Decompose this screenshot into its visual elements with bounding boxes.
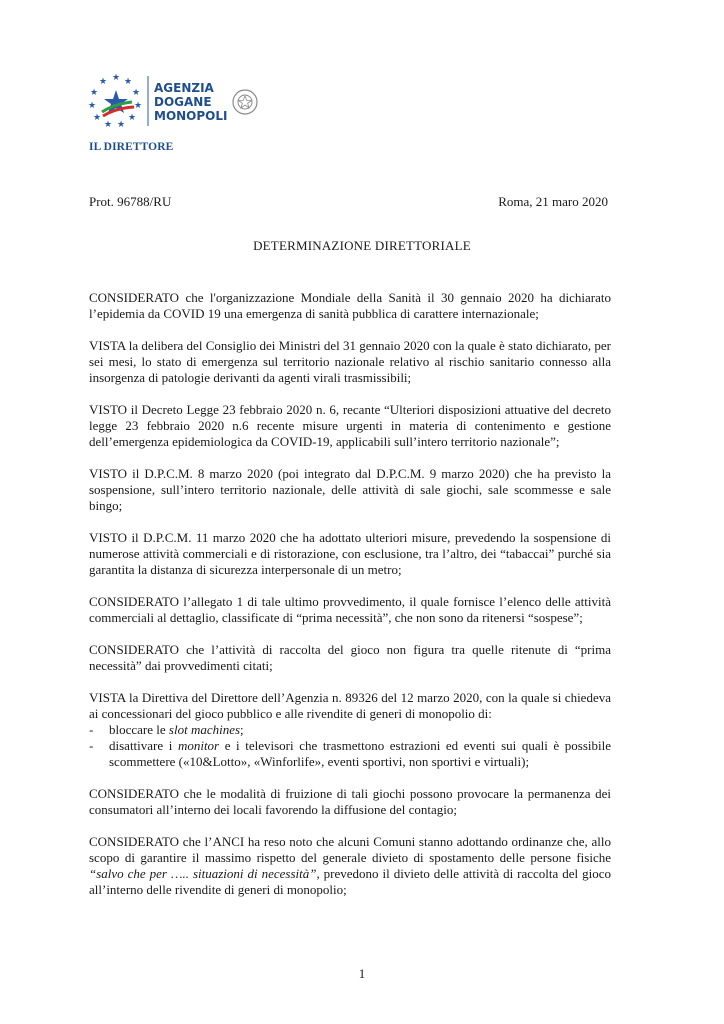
svg-text:★: ★ [88, 101, 97, 111]
svg-text:★: ★ [92, 113, 102, 123]
protocol-number: Prot. 96788/RU [89, 194, 172, 209]
list-item-italic: slot machines [168, 722, 241, 737]
republic-emblem-icon [233, 90, 257, 114]
paragraph: VISTA la delibera del Consiglio dei Ministri del 31 gennaio 2020 con la quale è stato dichiarato, per sei mesi, lo stato di emergenza sul territorio nazionale relativo al rischio sanitario connesso alla insorgenza di patologie derivanti da agenti virali trasmissibili; [89, 338, 611, 385]
list-item [89, 738, 611, 770]
svg-text:★: ★ [111, 73, 121, 83]
paragraph: CONSIDERATO che le modalità di fruizione di tali giochi possono provocare la permanenza dei consumatori all’interno dei locali favorendo la diffusione del contagio; [89, 786, 611, 817]
list-item-text: ; [240, 722, 244, 737]
list-item-italic: monitor [177, 738, 220, 753]
svg-text:★: ★ [103, 120, 113, 130]
director-label: IL DIRETTORE [89, 141, 174, 153]
list-item-text: e i televisori che trasmettono estrazioni ed eventi sui quali è possibile scommettere («10&Lotto», «Winforlife», eventi sportivi, non sportivi e virtuali); [109, 738, 611, 769]
list-item-text: disattivare i [109, 738, 178, 753]
logo-line-3: MONOPOLI [154, 109, 228, 123]
paragraph-text: CONSIDERATO che l’ANCI ha reso noto che alcuni Comuni stanno adottando ordinanze che, allo scopo di garantire il massimo rispetto del generale divieto di spostamento delle persone fisiche [89, 834, 611, 865]
paragraph: VISTA la Direttiva del Direttore dell’Agenzia n. 89326 del 12 marzo 2020, con la quale si chiedeva ai concessionari del gioco pubblico e alle rivendite di generi di monopolio di: [89, 690, 611, 721]
paragraph: CONSIDERATO l’allegato 1 di tale ultimo provvedimento, il quale fornisce l’elenco delle attività commerciali al dettaglio, classificate di “prima necessità”, che non sono da ritenersi “sospese”; [89, 594, 611, 625]
list-item [89, 722, 611, 738]
paragraph [89, 834, 611, 898]
paragraph: CONSIDERATO che l’attività di raccolta del gioco non figura tra quelle ritenute di “prima necessità” dai provvedimenti citati; [89, 642, 611, 673]
agency-logo [88, 72, 268, 130]
svg-text:★: ★ [133, 101, 143, 111]
svg-text:★: ★ [89, 88, 99, 98]
paragraph-text: prevedono il divieto delle attività di raccolta del gioco all’interno delle rivendite di generi di monopolio; [89, 866, 611, 897]
page-number: 1 [358, 966, 366, 981]
document-title: DETERMINAZIONE DIRETTORIALE [253, 238, 471, 253]
svg-text:★: ★ [98, 77, 108, 87]
svg-text:★: ★ [116, 120, 126, 130]
directive-list [89, 722, 611, 770]
document-date: Roma, 21 maro 2020 [498, 194, 608, 209]
logo-line-2: DOGANE [154, 95, 212, 109]
paragraph: VISTO il D.P.C.M. 8 marzo 2020 (poi integrato dal D.P.C.M. 9 marzo 2020) che ha previsto la sospensione, sull’intero territorio nazionale, delle attività di sale giochi, sale scommesse e sale bingo; [89, 466, 611, 513]
logo-line-1: AGENZIA [154, 81, 214, 95]
svg-text:★: ★ [123, 77, 133, 87]
document-body [89, 290, 611, 914]
paragraph: VISTO il D.P.C.M. 11 marzo 2020 che ha adottato ulteriori misure, prevedendo la sospensione di numerose attività commerciali e di ristorazione, con esclusione, tra l’altro, dei “tabaccai” purché sia garantita la distanza di sicurezza interpersonale di un metro; [89, 530, 611, 577]
list-item-text: bloccare le [109, 722, 169, 737]
paragraph: VISTO il Decreto Legge 23 febbraio 2020 n. 6, recante “Ulteriori disposizioni attuative del decreto legge 23 febbraio 2020 n.6 recente misure urgenti in materia di contenimento e gestione dell’emergenza epidemiologica da COVID-19, applicabili sull’intero territorio nazionale”; [89, 402, 611, 449]
paragraph-italic: “salvo che per ….. situazioni di necessità”, [89, 866, 320, 881]
agency-logo-graphic [88, 72, 268, 130]
paragraph: CONSIDERATO che l'organizzazione Mondiale della Sanità il 30 gennaio 2020 ha dichiarato l’epidemia da COVID 19 una emergenza di sanità pubblica di carattere internazionale; [89, 290, 611, 321]
svg-text:★: ★ [131, 88, 141, 98]
svg-text:★: ★ [127, 113, 137, 123]
